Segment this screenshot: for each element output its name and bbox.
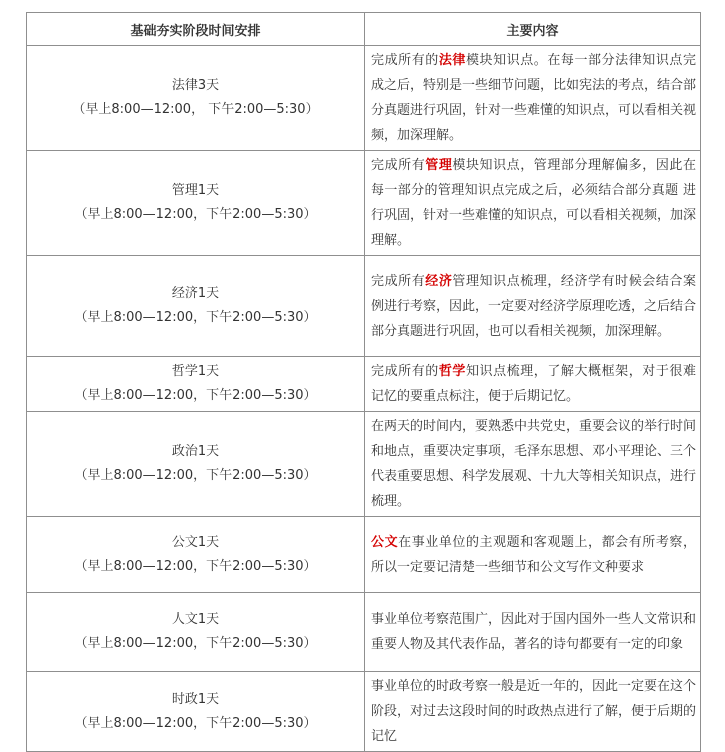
content-text: 在两天的时间内，要熟悉中共党史，重要会议的举行时间和地点，重要决定事项，毛泽东思想、邓小平理论、三个代表重要思想、科学发展观、十九大等相关知识点，进行梳理。	[371, 419, 697, 509]
time-label: （早上8:00—12:00，下午2:00—5:30）	[74, 207, 317, 222]
subject-label: 哲学1天	[171, 364, 220, 379]
table-row	[27, 593, 701, 672]
table-row	[27, 151, 701, 256]
time-label: （早上8:00—12:00，下午2:00—5:30）	[74, 310, 317, 325]
content-text: 管理知识点梳理，经济学有时候会结合案例进行考察，因此，一定要对经济学原理吃透，之后结合部分真题进行巩固，也可以看相关视频，加深理解。	[371, 273, 697, 339]
schedule-cell	[27, 412, 365, 517]
content-text: 完成所有的	[371, 364, 439, 379]
header-content: 主要内容	[365, 13, 701, 46]
content-text: 事业单位的时政考察一般是近一年的，因此一定要在这个阶段，对过去这段时间的时政热点进行了解，便于后期的记忆	[371, 679, 697, 744]
content-cell	[365, 256, 701, 357]
table-row	[27, 672, 701, 752]
schedule-table	[26, 12, 701, 752]
header-row	[27, 13, 701, 46]
content-cell	[365, 672, 701, 752]
time-label: （早上8:00—12:00，下午2:00—5:30）	[74, 636, 317, 651]
highlight-keyword: 管理	[425, 158, 453, 173]
subject-label: 时政1天	[171, 691, 220, 707]
time-label: （早上8:00—12:00， 下午2:00—5:30）	[72, 102, 319, 117]
subject-label: 政治1天	[171, 444, 220, 459]
table-row	[27, 517, 701, 593]
content-cell	[365, 593, 701, 672]
content-cell	[365, 151, 701, 256]
schedule-cell	[27, 256, 365, 357]
schedule-cell	[27, 593, 365, 672]
highlight-keyword: 公文	[371, 534, 399, 550]
header-schedule: 基础夯实阶段时间安排	[27, 13, 365, 46]
subject-label: 经济1天	[171, 286, 220, 301]
content-cell	[365, 517, 701, 593]
time-label: （早上8:00—12:00，下午2:00—5:30）	[74, 388, 317, 403]
content-text: 完成所有	[371, 158, 426, 173]
highlight-keyword: 法律	[438, 53, 466, 68]
time-label: （早上8:00—12:00，下午2:00—5:30）	[74, 558, 317, 574]
schedule-cell	[27, 672, 365, 752]
highlight-keyword: 经济	[425, 273, 453, 289]
table-row	[27, 412, 701, 517]
content-text: 事业单位考察范围广，因此对于国内国外一些人文常识和重要人物及其代表作品，著名的诗句都要有一定的印象	[371, 612, 697, 652]
content-text: 在事业单位的主观题和客观题上，都会有所考察，所以一定要记清楚一些细节和公文写作文种要求	[371, 534, 696, 575]
time-label: （早上8:00—12:00，下午2:00—5:30）	[74, 468, 317, 483]
content-text: 模块知识点，管理部分理解偏多，因此在每一部分的管理知识点完成之后，必须结合部分真题 进行巩固，针对一些难懂的知识点，可以看相关视频，加深理解。	[371, 158, 697, 248]
table-row	[27, 256, 701, 357]
content-text: 知识点梳理，了解大概框架，对于很难记忆的要重点标注，便于后期记忆。	[371, 364, 696, 404]
subject-label: 法律3天	[171, 78, 220, 93]
time-label: （早上8:00—12:00，下午2:00—5:30）	[74, 715, 317, 731]
content-cell	[365, 412, 701, 517]
highlight-keyword: 哲学	[438, 364, 466, 379]
table-row	[27, 46, 701, 151]
schedule-cell	[27, 151, 365, 256]
schedule-cell	[27, 46, 365, 151]
content-text: 完成所有	[371, 273, 426, 289]
content-cell	[365, 357, 701, 412]
subject-label: 公文1天	[171, 534, 220, 550]
content-text: 完成所有的	[371, 53, 439, 68]
table-row	[27, 357, 701, 412]
subject-label: 管理1天	[171, 183, 220, 198]
content-text: 模块知识点。在每一部分法律知识点完成之后，特别是一些细节问题，比如宪法的考点，结合部分真题进行巩固，针对一些难懂的知识点，可以看相关视频，加深理解。	[371, 53, 697, 143]
schedule-cell	[27, 357, 365, 412]
subject-label: 人文1天	[171, 612, 220, 627]
content-cell	[365, 46, 701, 151]
schedule-cell	[27, 517, 365, 593]
